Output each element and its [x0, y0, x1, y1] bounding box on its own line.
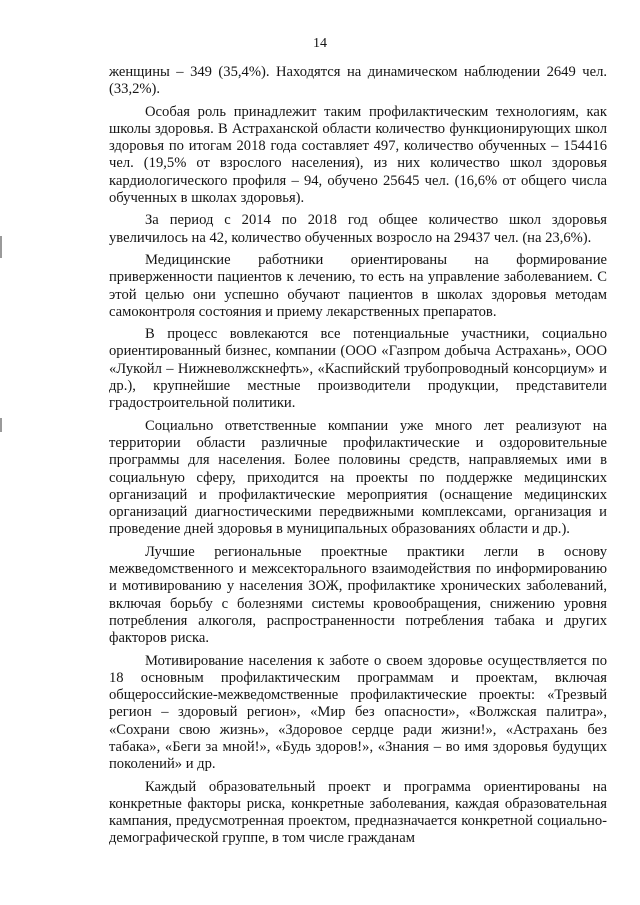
scan-edge-mark [0, 418, 2, 432]
scan-edge-mark [0, 236, 2, 258]
paragraph: Социально ответственные компании уже много лет реализуют на территории области различные профилактические и оздоровительные программы для населения. Более половины средств, направляемых ими в социальную сферу, приходится на проекты по поддержке медицинских организаций и профилактические мероприятия (оснащение медицинских организаций диагностическими передвижными комплексами, организация и проведение дней здоровья в муниципальных образованиях области и др.). [109, 417, 607, 538]
paragraph: Медицинские работники ориентированы на формирование приверженности пациентов к лечению, то есть на управление заболеванием. С этой целью они успешно обучают пациентов в школах здоровья методам самоконтроля состояния и приему лекарственных препаратов. [109, 251, 607, 320]
page-number: 14 [313, 36, 327, 51]
paragraph: В процесс вовлекаются все потенциальные участники, социально ориентированный бизнес, компании (ООО «Газпром добыча Астрахань», ООО «Лукойл – Нижневолжскнефть», «Каспийский трубопроводный консорциум» и др.), крупнейшие местные производители продукции, представители градостроительной политики. [109, 326, 607, 412]
document-body [109, 64, 607, 853]
paragraph: Каждый образовательный проект и программа ориентированы на конкретные факторы риска, конкретные заболевания, каждая образовательная кампания, предусмотренная проектом, предназначается конкретной социально-демографической группе, в том числе гражданам [109, 778, 607, 847]
paragraph: За период с 2014 по 2018 год общее количество школ здоровья увеличилось на 42, количество обученных возросло на 29437 чел. (на 23,6%). [109, 212, 607, 246]
paragraph: Особая роль принадлежит таким профилактическим технологиям, как школы здоровья. В Астраханской области количество функционирующих школ здоровья по итогам 2018 года составляет 497, количество обученных – 154416 чел. (19,5% от взрослого населения), из них количество школ здоровья кардиологического профиля – 94, обучено 25645 чел. (16,6% от общего числа обученных в школах здоровья). [109, 103, 607, 207]
paragraph: женщины – 349 (35,4%). Находятся на динамическом наблюдении 2649 чел. (33,2%). [109, 64, 607, 98]
paragraph: Лучшие региональные проектные практики легли в основу межведомственного и межсекторального взаимодействия по информированию и мотивированию у населения ЗОЖ, профилактике хронических заболеваний, включая борьбу с болезнями системы кровообращения, снижению уровня потребления алкоголя, распространенности потребления табака и других факторов риска. [109, 543, 607, 647]
paragraph: Мотивирование населения к заботе о своем здоровье осуществляется по 18 основным профилактическим программам и проектам, включая общероссийские-межведомственные профилактические проекты: «Трезвый регион – здоровый регион», «Мир без опасности», «Волжская палитра», «Сохрани свою жизнь», «Здоровое сердце ради жизни!», «Астрахань без табака», «Беги за мной!», «Будь здоров!», «Знания – во имя здоровья будущих поколений» и др. [109, 652, 607, 773]
